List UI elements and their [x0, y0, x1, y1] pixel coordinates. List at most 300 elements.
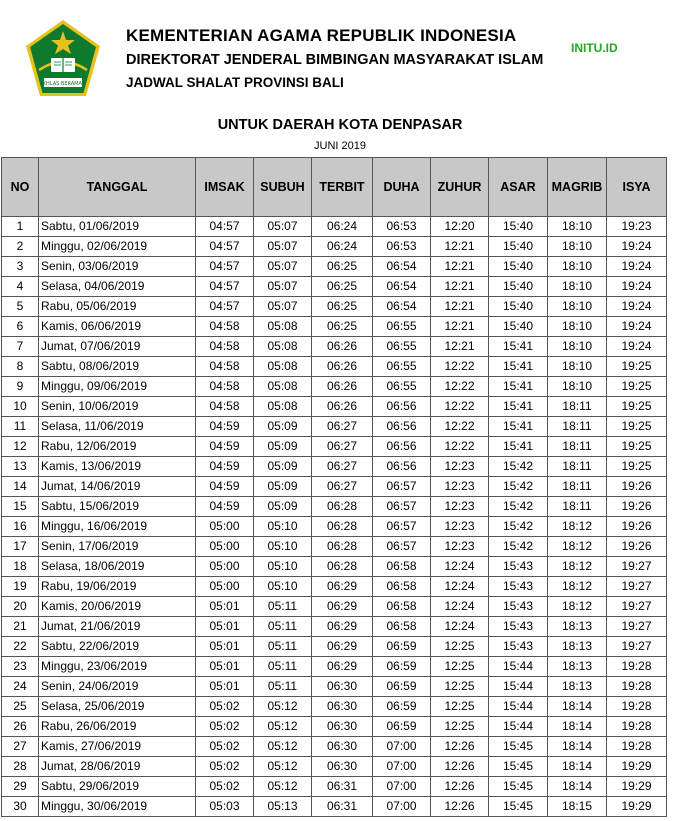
cell-isya: 19:25: [607, 457, 667, 477]
cell-no: 9: [2, 377, 39, 397]
cell-asar: 15:44: [489, 717, 548, 737]
cell-asar: 15:40: [489, 237, 548, 257]
cell-zuhur: 12:22: [431, 397, 489, 417]
cell-zuhur: 12:24: [431, 617, 489, 637]
cell-no: 27: [2, 737, 39, 757]
cell-no: 29: [2, 777, 39, 797]
cell-asar: 15:41: [489, 377, 548, 397]
cell-terbit: 06:25: [312, 317, 373, 337]
cell-subuh: 05:07: [254, 257, 312, 277]
cell-imsak: 04:58: [196, 337, 254, 357]
cell-isya: 19:24: [607, 317, 667, 337]
cell-terbit: 06:29: [312, 597, 373, 617]
cell-isya: 19:27: [607, 617, 667, 637]
cell-no: 21: [2, 617, 39, 637]
cell-magrib: 18:10: [548, 217, 607, 237]
cell-isya: 19:25: [607, 377, 667, 397]
table-row: [2, 337, 667, 357]
cell-zuhur: 12:24: [431, 597, 489, 617]
table-row: [2, 777, 667, 797]
cell-isya: 19:25: [607, 357, 667, 377]
cell-tanggal: Sabtu, 15/06/2019: [39, 497, 196, 517]
table-row: [2, 477, 667, 497]
cell-imsak: 04:59: [196, 437, 254, 457]
cell-subuh: 05:09: [254, 417, 312, 437]
cell-terbit: 06:26: [312, 377, 373, 397]
cell-zuhur: 12:21: [431, 297, 489, 317]
cell-no: 22: [2, 637, 39, 657]
cell-isya: 19:26: [607, 517, 667, 537]
table-row: [2, 497, 667, 517]
cell-magrib: 18:14: [548, 717, 607, 737]
cell-magrib: 18:14: [548, 757, 607, 777]
cell-subuh: 05:08: [254, 317, 312, 337]
cell-magrib: 18:15: [548, 797, 607, 817]
cell-zuhur: 12:25: [431, 717, 489, 737]
cell-zuhur: 12:26: [431, 777, 489, 797]
cell-imsak: 05:02: [196, 737, 254, 757]
cell-zuhur: 12:25: [431, 677, 489, 697]
column-header-zuhur: ZUHUR: [431, 158, 489, 217]
cell-imsak: 05:02: [196, 757, 254, 777]
cell-isya: 19:27: [607, 597, 667, 617]
cell-imsak: 04:59: [196, 417, 254, 437]
cell-terbit: 06:26: [312, 337, 373, 357]
cell-imsak: 04:58: [196, 397, 254, 417]
cell-terbit: 06:26: [312, 357, 373, 377]
cell-isya: 19:29: [607, 777, 667, 797]
cell-duha: 06:55: [373, 377, 431, 397]
column-header-subuh: SUBUH: [254, 158, 312, 217]
cell-isya: 19:29: [607, 797, 667, 817]
cell-imsak: 04:59: [196, 497, 254, 517]
cell-terbit: 06:30: [312, 737, 373, 757]
cell-isya: 19:24: [607, 257, 667, 277]
cell-zuhur: 12:21: [431, 237, 489, 257]
cell-isya: 19:26: [607, 537, 667, 557]
cell-imsak: 05:01: [196, 677, 254, 697]
cell-magrib: 18:10: [548, 377, 607, 397]
table-row: [2, 357, 667, 377]
cell-imsak: 05:01: [196, 617, 254, 637]
cell-no: 15: [2, 497, 39, 517]
cell-duha: 06:55: [373, 337, 431, 357]
cell-subuh: 05:07: [254, 277, 312, 297]
cell-magrib: 18:10: [548, 237, 607, 257]
cell-tanggal: Rabu, 26/06/2019: [39, 717, 196, 737]
cell-tanggal: Rabu, 19/06/2019: [39, 577, 196, 597]
region-subtitle: UNTUK DAERAH KOTA DENPASAR: [217, 117, 463, 133]
cell-subuh: 05:10: [254, 577, 312, 597]
cell-tanggal: Senin, 03/06/2019: [39, 257, 196, 277]
cell-asar: 15:40: [489, 217, 548, 237]
cell-no: 18: [2, 557, 39, 577]
cell-terbit: 06:30: [312, 677, 373, 697]
cell-terbit: 06:25: [312, 297, 373, 317]
cell-imsak: 05:01: [196, 657, 254, 677]
cell-asar: 15:41: [489, 417, 548, 437]
cell-subuh: 05:11: [254, 677, 312, 697]
cell-terbit: 06:27: [312, 477, 373, 497]
cell-imsak: 05:00: [196, 557, 254, 577]
cell-duha: 06:54: [373, 257, 431, 277]
cell-zuhur: 12:24: [431, 577, 489, 597]
cell-isya: 19:25: [607, 417, 667, 437]
cell-duha: 06:58: [373, 577, 431, 597]
cell-zuhur: 12:23: [431, 517, 489, 537]
cell-no: 26: [2, 717, 39, 737]
cell-magrib: 18:10: [548, 297, 607, 317]
cell-duha: 06:53: [373, 237, 431, 257]
cell-no: 4: [2, 277, 39, 297]
cell-magrib: 18:13: [548, 617, 607, 637]
cell-imsak: 04:57: [196, 237, 254, 257]
cell-magrib: 18:10: [548, 277, 607, 297]
cell-subuh: 05:09: [254, 497, 312, 517]
cell-tanggal: Jumat, 28/06/2019: [39, 757, 196, 777]
cell-imsak: 05:02: [196, 777, 254, 797]
cell-asar: 15:43: [489, 577, 548, 597]
cell-no: 24: [2, 677, 39, 697]
cell-terbit: 06:27: [312, 437, 373, 457]
cell-asar: 15:43: [489, 637, 548, 657]
cell-duha: 06:59: [373, 677, 431, 697]
cell-imsak: 04:58: [196, 317, 254, 337]
cell-no: 1: [2, 217, 39, 237]
cell-imsak: 05:00: [196, 537, 254, 557]
cell-tanggal: Minggu, 09/06/2019: [39, 377, 196, 397]
cell-asar: 15:41: [489, 397, 548, 417]
cell-duha: 06:58: [373, 617, 431, 637]
cell-duha: 06:53: [373, 217, 431, 237]
cell-tanggal: Minggu, 16/06/2019: [39, 517, 196, 537]
cell-no: 28: [2, 757, 39, 777]
cell-duha: 07:00: [373, 757, 431, 777]
cell-magrib: 18:11: [548, 457, 607, 477]
ministry-title: KEMENTERIAN AGAMA REPUBLIK INDONESIA: [126, 26, 517, 45]
cell-magrib: 18:13: [548, 657, 607, 677]
table-row: [2, 317, 667, 337]
table-row: [2, 717, 667, 737]
cell-tanggal: Rabu, 12/06/2019: [39, 437, 196, 457]
cell-terbit: 06:28: [312, 557, 373, 577]
cell-tanggal: Sabtu, 01/06/2019: [39, 217, 196, 237]
cell-zuhur: 12:25: [431, 637, 489, 657]
cell-no: 8: [2, 357, 39, 377]
cell-imsak: 05:02: [196, 697, 254, 717]
column-header-asar: ASAR: [489, 158, 548, 217]
cell-magrib: 18:14: [548, 777, 607, 797]
cell-subuh: 05:09: [254, 477, 312, 497]
cell-terbit: 06:30: [312, 697, 373, 717]
cell-zuhur: 12:22: [431, 357, 489, 377]
cell-duha: 06:56: [373, 397, 431, 417]
cell-duha: 07:00: [373, 797, 431, 817]
cell-subuh: 05:12: [254, 757, 312, 777]
cell-imsak: 04:57: [196, 257, 254, 277]
table-row: [2, 557, 667, 577]
cell-tanggal: Minggu, 23/06/2019: [39, 657, 196, 677]
cell-tanggal: Jumat, 21/06/2019: [39, 617, 196, 637]
cell-imsak: 05:03: [196, 797, 254, 817]
cell-isya: 19:26: [607, 477, 667, 497]
cell-isya: 19:25: [607, 397, 667, 417]
cell-imsak: 04:59: [196, 457, 254, 477]
column-header-duha: DUHA: [373, 158, 431, 217]
cell-no: 25: [2, 697, 39, 717]
cell-magrib: 18:14: [548, 737, 607, 757]
table-row: [2, 377, 667, 397]
cell-duha: 06:57: [373, 497, 431, 517]
cell-magrib: 18:11: [548, 437, 607, 457]
cell-magrib: 18:10: [548, 357, 607, 377]
cell-asar: 15:41: [489, 437, 548, 457]
cell-isya: 19:28: [607, 677, 667, 697]
cell-duha: 06:59: [373, 637, 431, 657]
cell-tanggal: Selasa, 18/06/2019: [39, 557, 196, 577]
cell-subuh: 05:08: [254, 337, 312, 357]
cell-isya: 19:29: [607, 757, 667, 777]
cell-no: 23: [2, 657, 39, 677]
cell-terbit: 06:28: [312, 517, 373, 537]
table-row: [2, 517, 667, 537]
cell-asar: 15:43: [489, 557, 548, 577]
cell-duha: 06:57: [373, 537, 431, 557]
cell-subuh: 05:11: [254, 617, 312, 637]
cell-isya: 19:25: [607, 437, 667, 457]
table-row: [2, 277, 667, 297]
cell-subuh: 05:09: [254, 457, 312, 477]
cell-tanggal: Sabtu, 22/06/2019: [39, 637, 196, 657]
cell-subuh: 05:12: [254, 697, 312, 717]
cell-magrib: 18:11: [548, 397, 607, 417]
cell-magrib: 18:12: [548, 577, 607, 597]
cell-asar: 15:41: [489, 337, 548, 357]
cell-no: 17: [2, 537, 39, 557]
cell-asar: 15:42: [489, 497, 548, 517]
cell-magrib: 18:13: [548, 677, 607, 697]
cell-zuhur: 12:21: [431, 257, 489, 277]
cell-duha: 06:59: [373, 697, 431, 717]
cell-subuh: 05:12: [254, 737, 312, 757]
cell-asar: 15:45: [489, 737, 548, 757]
cell-imsak: 04:58: [196, 357, 254, 377]
table-row: [2, 797, 667, 817]
cell-terbit: 06:28: [312, 537, 373, 557]
table-row: [2, 257, 667, 277]
cell-duha: 06:57: [373, 517, 431, 537]
prayer-schedule-table: [1, 157, 667, 817]
cell-tanggal: Jumat, 14/06/2019: [39, 477, 196, 497]
cell-duha: 07:00: [373, 777, 431, 797]
cell-tanggal: Senin, 24/06/2019: [39, 677, 196, 697]
cell-isya: 19:28: [607, 737, 667, 757]
cell-no: 30: [2, 797, 39, 817]
cell-no: 14: [2, 477, 39, 497]
cell-isya: 19:24: [607, 277, 667, 297]
cell-imsak: 05:01: [196, 597, 254, 617]
cell-magrib: 18:10: [548, 317, 607, 337]
cell-tanggal: Minggu, 02/06/2019: [39, 237, 196, 257]
cell-subuh: 05:08: [254, 397, 312, 417]
cell-subuh: 05:10: [254, 537, 312, 557]
cell-subuh: 05:13: [254, 797, 312, 817]
cell-asar: 15:44: [489, 697, 548, 717]
cell-asar: 15:44: [489, 657, 548, 677]
cell-duha: 06:54: [373, 277, 431, 297]
cell-magrib: 18:12: [548, 517, 607, 537]
cell-asar: 15:45: [489, 757, 548, 777]
cell-duha: 06:57: [373, 477, 431, 497]
table-row: [2, 417, 667, 437]
cell-no: 6: [2, 317, 39, 337]
cell-duha: 06:59: [373, 717, 431, 737]
cell-zuhur: 12:23: [431, 537, 489, 557]
column-header-tanggal: TANGGAL: [39, 158, 196, 217]
table-row: [2, 537, 667, 557]
cell-no: 20: [2, 597, 39, 617]
cell-asar: 15:42: [489, 537, 548, 557]
column-header-isya: ISYA: [607, 158, 667, 217]
cell-duha: 06:58: [373, 557, 431, 577]
cell-zuhur: 12:21: [431, 277, 489, 297]
cell-magrib: 18:12: [548, 597, 607, 617]
cell-zuhur: 12:23: [431, 477, 489, 497]
cell-no: 13: [2, 457, 39, 477]
cell-zuhur: 12:25: [431, 697, 489, 717]
cell-imsak: 05:00: [196, 517, 254, 537]
cell-asar: 15:41: [489, 357, 548, 377]
table-row: [2, 657, 667, 677]
cell-magrib: 18:14: [548, 697, 607, 717]
cell-asar: 15:42: [489, 517, 548, 537]
cell-subuh: 05:08: [254, 377, 312, 397]
cell-terbit: 06:25: [312, 277, 373, 297]
cell-terbit: 06:31: [312, 797, 373, 817]
cell-imsak: 05:00: [196, 577, 254, 597]
cell-isya: 19:28: [607, 717, 667, 737]
cell-no: 16: [2, 517, 39, 537]
cell-terbit: 06:27: [312, 457, 373, 477]
cell-imsak: 04:59: [196, 477, 254, 497]
cell-imsak: 04:57: [196, 277, 254, 297]
cell-zuhur: 12:26: [431, 737, 489, 757]
cell-isya: 19:26: [607, 497, 667, 517]
cell-no: 3: [2, 257, 39, 277]
table-row: [2, 297, 667, 317]
cell-terbit: 06:28: [312, 497, 373, 517]
cell-isya: 19:27: [607, 637, 667, 657]
cell-asar: 15:45: [489, 797, 548, 817]
column-header-magrib: MAGRIB: [548, 158, 607, 217]
table-header-row: [2, 158, 667, 217]
table-row: [2, 237, 667, 257]
month-label: JUNI 2019: [314, 140, 366, 152]
cell-magrib: 18:13: [548, 637, 607, 657]
cell-asar: 15:45: [489, 777, 548, 797]
cell-magrib: 18:11: [548, 497, 607, 517]
cell-no: 7: [2, 337, 39, 357]
cell-subuh: 05:11: [254, 657, 312, 677]
cell-duha: 06:55: [373, 317, 431, 337]
cell-asar: 15:43: [489, 617, 548, 637]
cell-zuhur: 12:22: [431, 377, 489, 397]
cell-magrib: 18:11: [548, 417, 607, 437]
cell-zuhur: 12:22: [431, 437, 489, 457]
cell-tanggal: Minggu, 30/06/2019: [39, 797, 196, 817]
cell-tanggal: Kamis, 06/06/2019: [39, 317, 196, 337]
cell-subuh: 05:08: [254, 357, 312, 377]
cell-no: 12: [2, 437, 39, 457]
cell-tanggal: Selasa, 04/06/2019: [39, 277, 196, 297]
table-row: [2, 397, 667, 417]
cell-terbit: 06:30: [312, 717, 373, 737]
cell-zuhur: 12:26: [431, 757, 489, 777]
table-row: [2, 577, 667, 597]
cell-asar: 15:40: [489, 257, 548, 277]
cell-asar: 15:43: [489, 597, 548, 617]
cell-duha: 06:58: [373, 597, 431, 617]
cell-zuhur: 12:21: [431, 317, 489, 337]
cell-imsak: 05:01: [196, 637, 254, 657]
cell-magrib: 18:12: [548, 557, 607, 577]
cell-terbit: 06:29: [312, 617, 373, 637]
cell-duha: 06:56: [373, 457, 431, 477]
cell-zuhur: 12:23: [431, 457, 489, 477]
cell-tanggal: Kamis, 20/06/2019: [39, 597, 196, 617]
cell-isya: 19:28: [607, 657, 667, 677]
cell-subuh: 05:12: [254, 717, 312, 737]
cell-imsak: 04:58: [196, 377, 254, 397]
cell-imsak: 04:57: [196, 297, 254, 317]
column-header-imsak: IMSAK: [196, 158, 254, 217]
cell-terbit: 06:24: [312, 237, 373, 257]
table-body: [2, 217, 667, 817]
cell-zuhur: 12:23: [431, 497, 489, 517]
cell-no: 2: [2, 237, 39, 257]
table-row: [2, 757, 667, 777]
cell-zuhur: 12:22: [431, 417, 489, 437]
cell-tanggal: Sabtu, 08/06/2019: [39, 357, 196, 377]
cell-tanggal: Jumat, 07/06/2019: [39, 337, 196, 357]
ministry-logo-icon: [22, 18, 104, 100]
cell-terbit: 06:31: [312, 777, 373, 797]
cell-terbit: 06:24: [312, 217, 373, 237]
table-row: [2, 697, 667, 717]
table-row: [2, 677, 667, 697]
cell-terbit: 06:29: [312, 637, 373, 657]
column-header-no: NO: [2, 158, 39, 217]
column-header-terbit: TERBIT: [312, 158, 373, 217]
cell-terbit: 06:29: [312, 577, 373, 597]
cell-tanggal: Sabtu, 29/06/2019: [39, 777, 196, 797]
cell-tanggal: Selasa, 25/06/2019: [39, 697, 196, 717]
cell-subuh: 05:11: [254, 637, 312, 657]
logo-motto: IKHLAS BERAMAL: [41, 81, 85, 87]
table-row: [2, 217, 667, 237]
cell-asar: 15:42: [489, 477, 548, 497]
cell-isya: 19:27: [607, 577, 667, 597]
cell-subuh: 05:07: [254, 217, 312, 237]
cell-subuh: 05:07: [254, 237, 312, 257]
table-row: [2, 437, 667, 457]
cell-duha: 06:59: [373, 657, 431, 677]
cell-tanggal: Rabu, 05/06/2019: [39, 297, 196, 317]
cell-terbit: 06:29: [312, 657, 373, 677]
cell-isya: 19:24: [607, 297, 667, 317]
cell-asar: 15:40: [489, 317, 548, 337]
cell-no: 11: [2, 417, 39, 437]
